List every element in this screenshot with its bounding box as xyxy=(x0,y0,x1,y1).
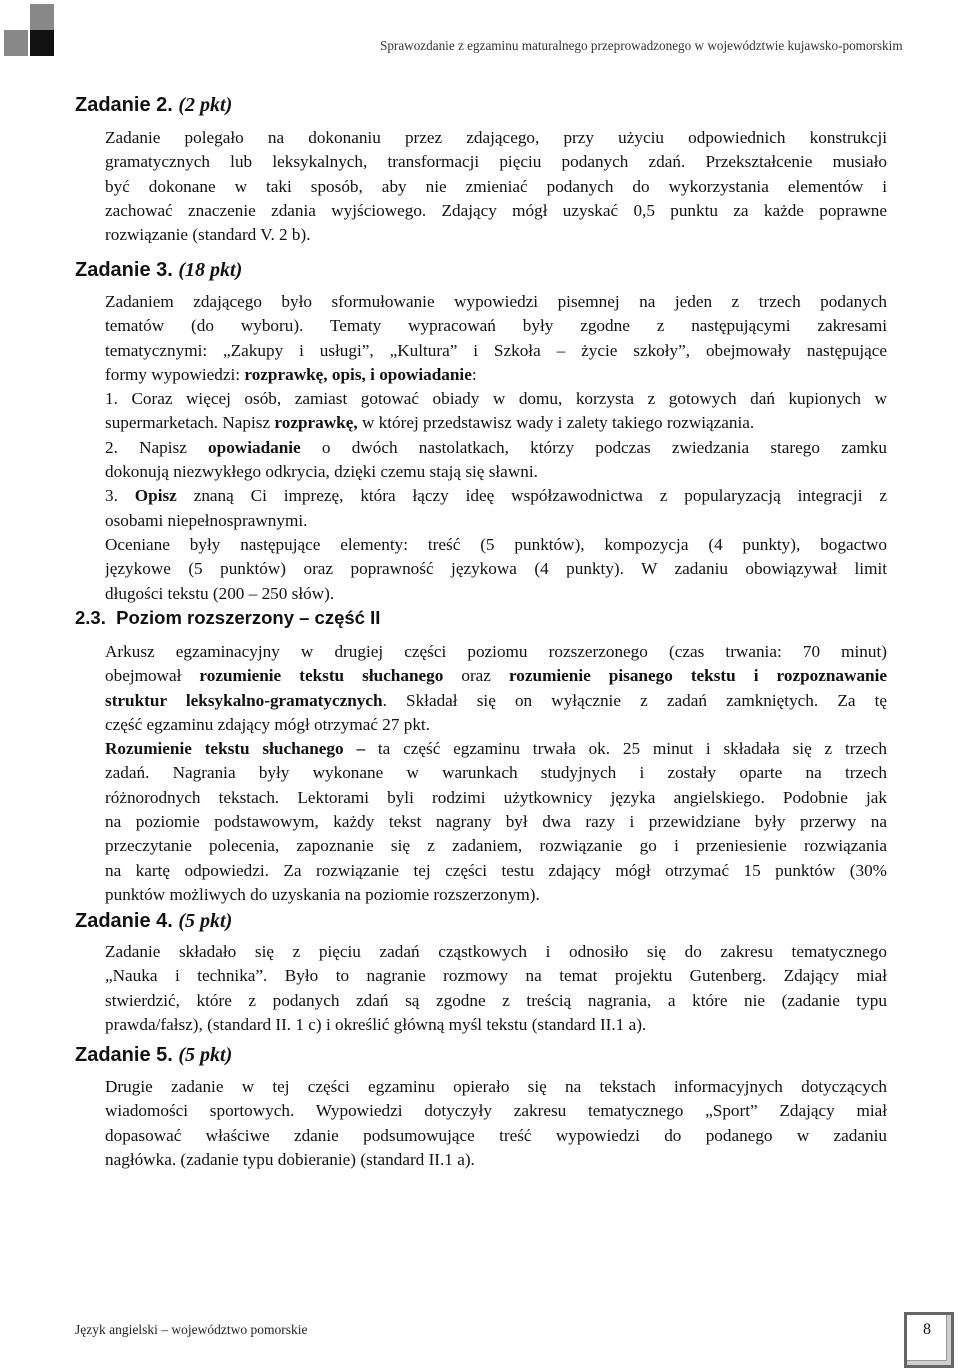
section-text xyxy=(105,640,887,907)
page-footer: Język angielski – województwo pomorskie xyxy=(75,1322,308,1337)
text-line: Arkusz egzaminacyjny w drugiej części poziomu rozszerzonego (czas trwania: 70 minut) xyxy=(105,642,887,661)
text-line: językowe (5 punktów) oraz poprawność językowa (4 punkty). W zadaniu obowiązywał limit xyxy=(105,559,887,579)
text-line: część egzaminu zdający mógł otrzymać 27 pkt. xyxy=(105,714,430,734)
zadanie3-label: Zadanie 3. xyxy=(75,259,173,281)
zadanie4-label: Zadanie 4. xyxy=(75,910,173,932)
section-heading xyxy=(75,607,380,629)
text-line: tematycznymi: „Zakupy i usługi”, „Kultura” i Szkoła – życie szkoły”, obejmowały następujące xyxy=(105,340,887,360)
zadanie5-heading xyxy=(75,1044,232,1067)
text-line: stwierdzić, które z podanych zdań są zgodne z treścią nagrania, a które nie (zadanie typu xyxy=(105,990,887,1010)
section-title: Poziom rozszerzony – część II xyxy=(116,607,381,628)
zadanie2-text xyxy=(105,126,887,247)
text-line: tematów (do wyboru). Tematy wypracowań były zgodne z następującymi zakresami xyxy=(105,316,887,336)
text-line: być dokonane w taki sposób, aby nie zmieniać podanych do wykorzystania elementów i xyxy=(105,176,887,196)
text-line: Zadanie polegało na dokonaniu przez zdającego, przy użyciu odpowiednich konstrukcji xyxy=(105,128,887,147)
page-number: 8 xyxy=(923,1321,931,1338)
text-line: struktur leksykalno-gramatycznych. Składał się on wyłącznie z zadań zamkniętych. Za tę xyxy=(105,690,887,710)
text-line: przeczytanie polecenia, zapoznanie się z zadaniem, rozwiązanie go i przeniesienie rozwiązania xyxy=(105,836,887,856)
zadanie5-points: (5 pkt) xyxy=(178,1044,233,1066)
zadanie3-points: (18 pkt) xyxy=(178,259,243,281)
zadanie4-heading xyxy=(75,910,232,933)
text-line: długości tekstu (200 – 250 słów). xyxy=(105,583,335,603)
text-line: 2. Napisz opowiadanie o dwóch nastolatkach, którzy podczas zwiedzania starego zamku xyxy=(105,437,887,457)
text-line: Rozumienie tekstu słuchanego – ta część egzaminu trwała ok. 25 minut i składała się z trzech xyxy=(105,739,887,759)
text-line: punktów możliwych do uzyskania na poziomie rozszerzonym). xyxy=(105,884,540,904)
text-line: rozwiązanie (standard V. 2 b). xyxy=(105,225,311,245)
text-line: supermarketach. Napisz rozprawkę, w której przedstawisz wady i zalety takiego rozwiązania. xyxy=(105,413,755,433)
text-line: prawda/fałsz), (standard II. 1 c) i określić główną myśl tekstu (standard II.1 a). xyxy=(105,1014,647,1034)
text-line: zachować znaczenie zdania wyjściowego. Zdający mógł uzyskać 0,5 punktu za każde poprawne xyxy=(105,200,887,220)
zadanie2-points: (2 pkt) xyxy=(178,94,233,116)
text-line: „Nauka i technika”. Było to nagranie rozmowy na temat projektu Gutenberg. Zdający miał xyxy=(105,966,887,986)
text-line: na poziomie podstawowym, każdy tekst nagrany był dwa razy i przewidziane były przerwy na xyxy=(105,812,887,832)
text-line: zadań. Nagrania były wykonane w warunkach studyjnych i zostały oparte na trzech xyxy=(105,763,887,783)
text-line: Drugie zadanie w tej części egzaminu opierało się na tekstach informacyjnych dotyczących xyxy=(105,1077,887,1096)
section-number: 2.3. xyxy=(75,607,106,628)
text-line: różnorodnych tekstach. Lektorami byli rodzimi użytkownicy języka angielskiego. Podobnie jak xyxy=(105,787,887,807)
zadanie5-label: Zadanie 5. xyxy=(75,1044,173,1066)
text-line: wiadomości sportowych. Wypowiedzi dotyczyły zakresu tematycznego „Sport” Zdający miał xyxy=(105,1101,887,1121)
text-line: Zadanie składało się z pięciu zadań cząstkowych i odnosiło się do zakresu tematycznego xyxy=(105,942,887,961)
zadanie3-text xyxy=(105,290,887,606)
text-line: obejmował rozumienie tekstu słuchanego oraz rozumienie pisanego tekstu i rozpoznawanie xyxy=(105,666,887,686)
text-line: nagłówka. (zadanie typu dobieranie) (standard II.1 a). xyxy=(105,1149,475,1169)
text-line: Oceniane były następujące elementy: treść (5 punktów), kompozycja (4 punkty), bogactwo xyxy=(105,534,887,554)
text-line: formy wypowiedzi: rozprawkę, opis, i opowiadanie: xyxy=(105,364,477,384)
page-number-box xyxy=(904,1312,954,1368)
text-line: Zadaniem zdającego było sformułowanie wypowiedzi pisemnej na jeden z trzech podanych xyxy=(105,292,887,311)
zadanie5-text xyxy=(105,1075,887,1172)
logo-icon xyxy=(4,4,56,56)
zadanie3-heading xyxy=(75,259,242,282)
text-line: 1. Coraz więcej osób, zamiast gotować obiady w domu, korzysta z gotowych dań kupionych w xyxy=(105,389,887,409)
zadanie4-text xyxy=(105,940,887,1037)
zadanie2-label: Zadanie 2. xyxy=(75,94,173,116)
text-line: dokonują niezwykłego odkrycia, dzięki czemu stają się sławni. xyxy=(105,462,538,482)
text-line: osobami niepełnosprawnymi. xyxy=(105,510,308,530)
text-line: gramatycznych lub leksykalnych, transformacji pięciu podanych zdań. Przekształcenie musiało xyxy=(105,152,887,172)
text-line: 3. Opisz znaną Ci imprezę, która łączy ideę współzawodnictwa z popularyzacją integracji z xyxy=(105,486,887,506)
text-line: dopasować właściwe zdanie podsumowujące treść wypowiedzi do podanego w zadaniu xyxy=(105,1125,887,1145)
zadanie4-points: (5 pkt) xyxy=(178,910,233,932)
zadanie2-heading xyxy=(75,94,232,117)
page-header: Sprawozdanie z egzaminu maturalnego przeprowadzonego w województwie kujawsko-pomorskim xyxy=(380,38,903,53)
text-line: na kartę odpowiedzi. Za rozwiązanie tej części testu zdający mógł otrzymać 15 punktów (30% xyxy=(105,860,887,880)
